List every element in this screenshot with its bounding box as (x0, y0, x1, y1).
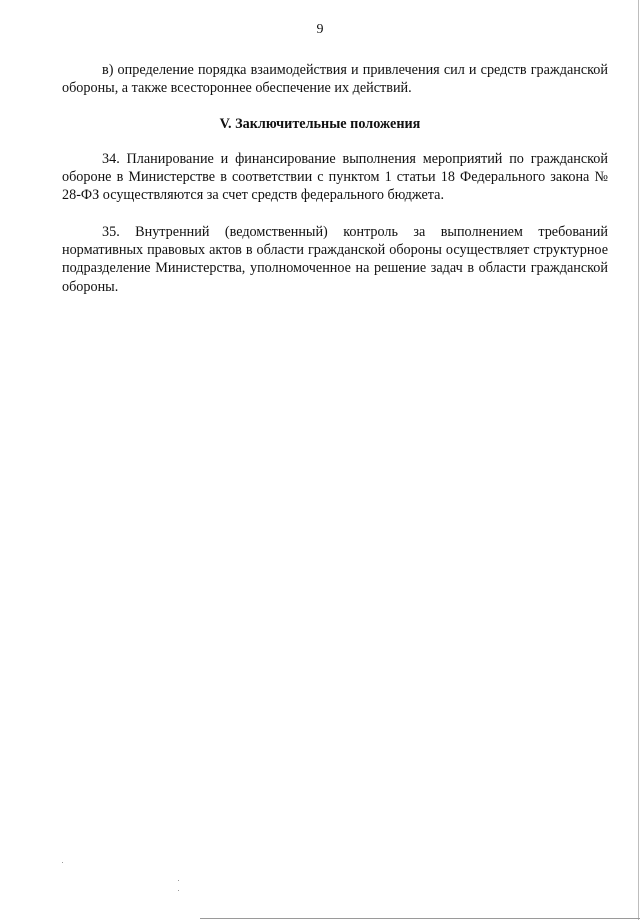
paragraph-v (62, 61, 608, 97)
paragraph-34 (62, 150, 608, 205)
scan-edge-bottom (200, 918, 640, 919)
page-number: 9 (316, 22, 324, 37)
scan-speck (62, 862, 63, 863)
paragraph-34-text: 34. Планирование и финансирование выполнения мероприятий по гражданской обороне в Министерстве в соответствии с пунктом 1 статьи 18 Федерального закона № 28-ФЗ осуществляются за счет средств федерального бюджета. (62, 151, 608, 204)
scan-speck (178, 880, 179, 881)
section-heading: V. Заключительные положения (219, 116, 421, 132)
paragraph-35-text: 35. Внутренний (ведомственный) контроль за выполнением требований нормативных правовых актов в области гражданской обороны осуществляет структурное подразделение Министерства, уполномоченное на решение задач в области гражданской обороны. (62, 224, 608, 295)
scan-edge-right (638, 0, 639, 920)
scan-speck (178, 890, 179, 891)
paragraph-v-text: в) определение порядка взаимодействия и привлечения сил и средств гражданской обороны, а также всестороннее обеспечение их действий. (62, 62, 608, 97)
paragraph-35 (62, 223, 608, 296)
